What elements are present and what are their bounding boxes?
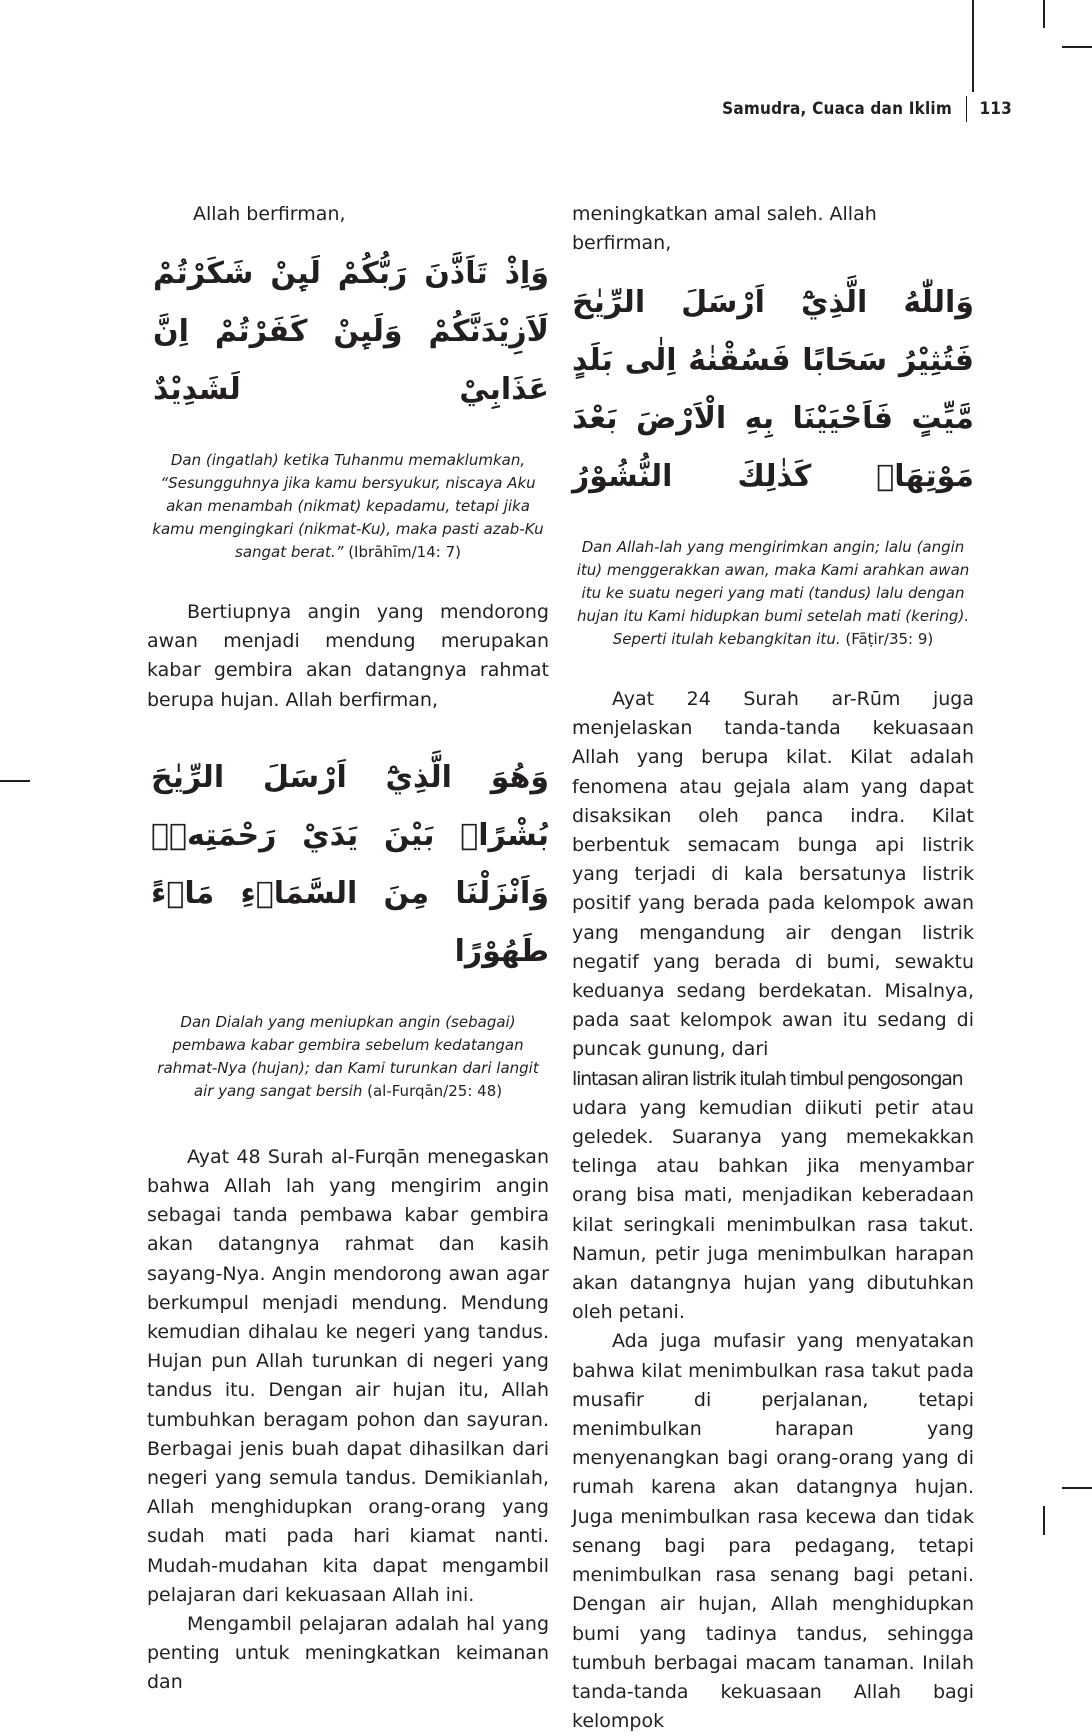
verse-furqan-translation	[147, 1011, 549, 1103]
verse-fatir-translation-text: Dan Allah-lah yang mengirimkan angin; lalu (angin itu) menggerakkan awan, maka Kami arahkan awan itu ke suatu negeri yang mati (tandus) lalu dengan hujan itu Kami hidupkan bumi setelah mati (kering). Seperti itulah kebangkitan itu.	[576, 538, 970, 648]
verse-fatir-arabic: وَاللّٰهُ الَّذِيْٓ اَرْسَلَ الرِّيٰحَ فَتُثِيْرُ سَحَابًا فَسُقْنٰهُ اِلٰى بَلَدٍ مَّيِّتٍ فَاَحْيَيْنَا بِهِ الْاَرْضَ بَعْدَ مَوْتِهَاۗ كَذٰلِكَ النُّشُوْرُ	[572, 285, 974, 494]
verse-ibrahim-reference: (Ibrāhīm/14: 7)	[348, 543, 461, 561]
intro-right: meningkatkan amal saleh. Allah berfirman,	[572, 203, 877, 254]
paragraph-ayat-24-part3: udara yang kemudian diikuti petir atau geledek. Suaranya yang memekakkan telinga atau bahkan jika menyambar orang bisa mati, menjadikan keberadaan kilat seringkali menimbulkan rasa takut. Namun, petir juga menimbulkan harapan akan datangnya hujan yang dibutuhkan oleh petani.	[572, 1096, 974, 1324]
paragraph-mufasir: Ada juga mufasir yang menyatakan bahwa kilat menimbulkan rasa takut pada musafir di perjalanan, tetapi menimbulkan harapan yang menyenangkan bagi orang-orang yang di rumah karena akan datangnya hujan. Juga menimbulkan rasa kecewa dan tidak senang bagi para pedagang, tetapi menimbulkan rasa senang bagi petani. Dengan air hujan, Allah menghidupkan bumi yang tadinya tandus, sehingga tumbuh berbagai macam tanaman. Inilah tanda-tanda kekuasaan Allah bagi kelompok	[572, 1330, 974, 1733]
paragraph-ayat-24	[572, 685, 974, 1327]
running-title: Samudra, Cuaca dan Iklim	[722, 99, 952, 119]
verse-ibrahim-arabic: وَاِذْ تَاَذَّنَ رَبُّكُمْ لَىِٕنْ شَكَرْتُمْ لَاَزِيْدَنَّكُمْ وَلَىِٕنْ كَفَرْتُمْ اِنَّ عَذَابِيْ لَشَدِيْدٌ	[153, 256, 549, 407]
verse-fatir-reference: (Fāṭir/35: 9)	[845, 630, 934, 648]
paragraph-ayat-24-part1: Ayat 24 Surah ar-Rūm juga menjelaskan tanda-tanda kekuasaan Allah yang berupa kilat. Kilat adalah fenomena atau gejala alam yang dapat disaksikan oleh panca indra. Kilat berbentuk semacam bunga api listrik yang terjadi di kala bersatunya listrik positif yang berada pada kelompok awan yang mengandung air dengan listrik negatif yang berada di bumi, sewaktu keduanya sedang berdekatan. Misalnya, pada saat kelompok awan itu sedang di puncak gunung, dari	[572, 688, 974, 1061]
running-header	[722, 96, 1012, 122]
crop-mark-top-vertical-edge	[1043, 0, 1045, 28]
paragraph-ayat-48: Ayat 48 Surah al-Furqān menegaskan bahwa Allah lah yang mengirim angin sebagai tanda pembawa kabar gembira akan datangnya rahmat dan kasih sayang-Nya. Angin mendorong awan agar berkumpul menjadi mendung. Mendung kemudian dihalau ke negeri yang tandus. Hujan pun Allah turunkan di negeri yang tandus itu. Dengan air hujan itu, Allah tumbuhkan beragam pohon dan sayuran. Berbagai jenis buah dapat dihasilkan dari negeri yang semula tandus. Demikianlah, Allah menghidupkan orang-orang yang sudah mati pada hari kiamat nanti. Mudah-mudahan kita dapat mengambil pelajaran dari kekuasaan Allah ini.	[147, 1145, 549, 1606]
verse-furqan-translation-text: Dan Dialah yang meniupkan angin (sebagai) pembawa kabar gembira sebelum kedatangan rahmat-Nya (hujan); dan Kami turunkan dari langit air yang sangat bersih	[157, 1012, 539, 1100]
crop-mark-bottom-vertical-edge	[1043, 1506, 1045, 1535]
paragraph-ayat-24-part2: lintasan aliran listrik itulah timbul pengosongan	[572, 1067, 963, 1090]
right-column	[572, 200, 974, 1736]
crop-mark-top-vertical-right	[972, 0, 974, 92]
paragraph-angin-mendorong: Bertiupnya angin yang mendorong awan menjadi mendung merupakan kabar gembira akan datangnya rahmat berupa hujan. Allah berfirman,	[147, 601, 549, 711]
verse-fatir-translation	[572, 536, 974, 651]
verse-ibrahim-translation	[147, 449, 549, 564]
crop-mark-bottom-horizontal	[1062, 1487, 1092, 1489]
verse-furqan-reference: (al-Furqān/25: 48)	[367, 1081, 503, 1100]
page-number: 113	[979, 99, 1012, 119]
verse-ibrahim-translation-text: Dan (ingatlah) ketika Tuhanmu memaklumkan, “Sesungguhnya jika kamu bersyukur, niscaya Aku akan menambah (nikmat) kepadamu, tetapi jika kamu mengingkari (nikmat-Ku), maka pasti azab-Ku sangat berat.”	[152, 451, 544, 561]
verse-furqan-arabic: وَهُوَ الَّذِيْٓ اَرْسَلَ الرِّيٰحَ بُشْرًاۢ بَيْنَ يَدَيْ رَحْمَتِهٖۚ وَاَنْزَلْنَا مِنَ السَّمَاۤءِ مَاۤءً طَهُوْرًا	[151, 759, 549, 969]
crop-mark-left-middle	[0, 780, 30, 782]
crop-mark-top-horizontal	[1062, 46, 1092, 48]
intro-left: Allah berfirman,	[193, 203, 346, 225]
left-column	[147, 200, 549, 1698]
paragraph-mengambil-pelajaran: Mengambil pelajaran adalah hal yang penting untuk meningkatkan keimanan dan	[147, 1613, 549, 1694]
